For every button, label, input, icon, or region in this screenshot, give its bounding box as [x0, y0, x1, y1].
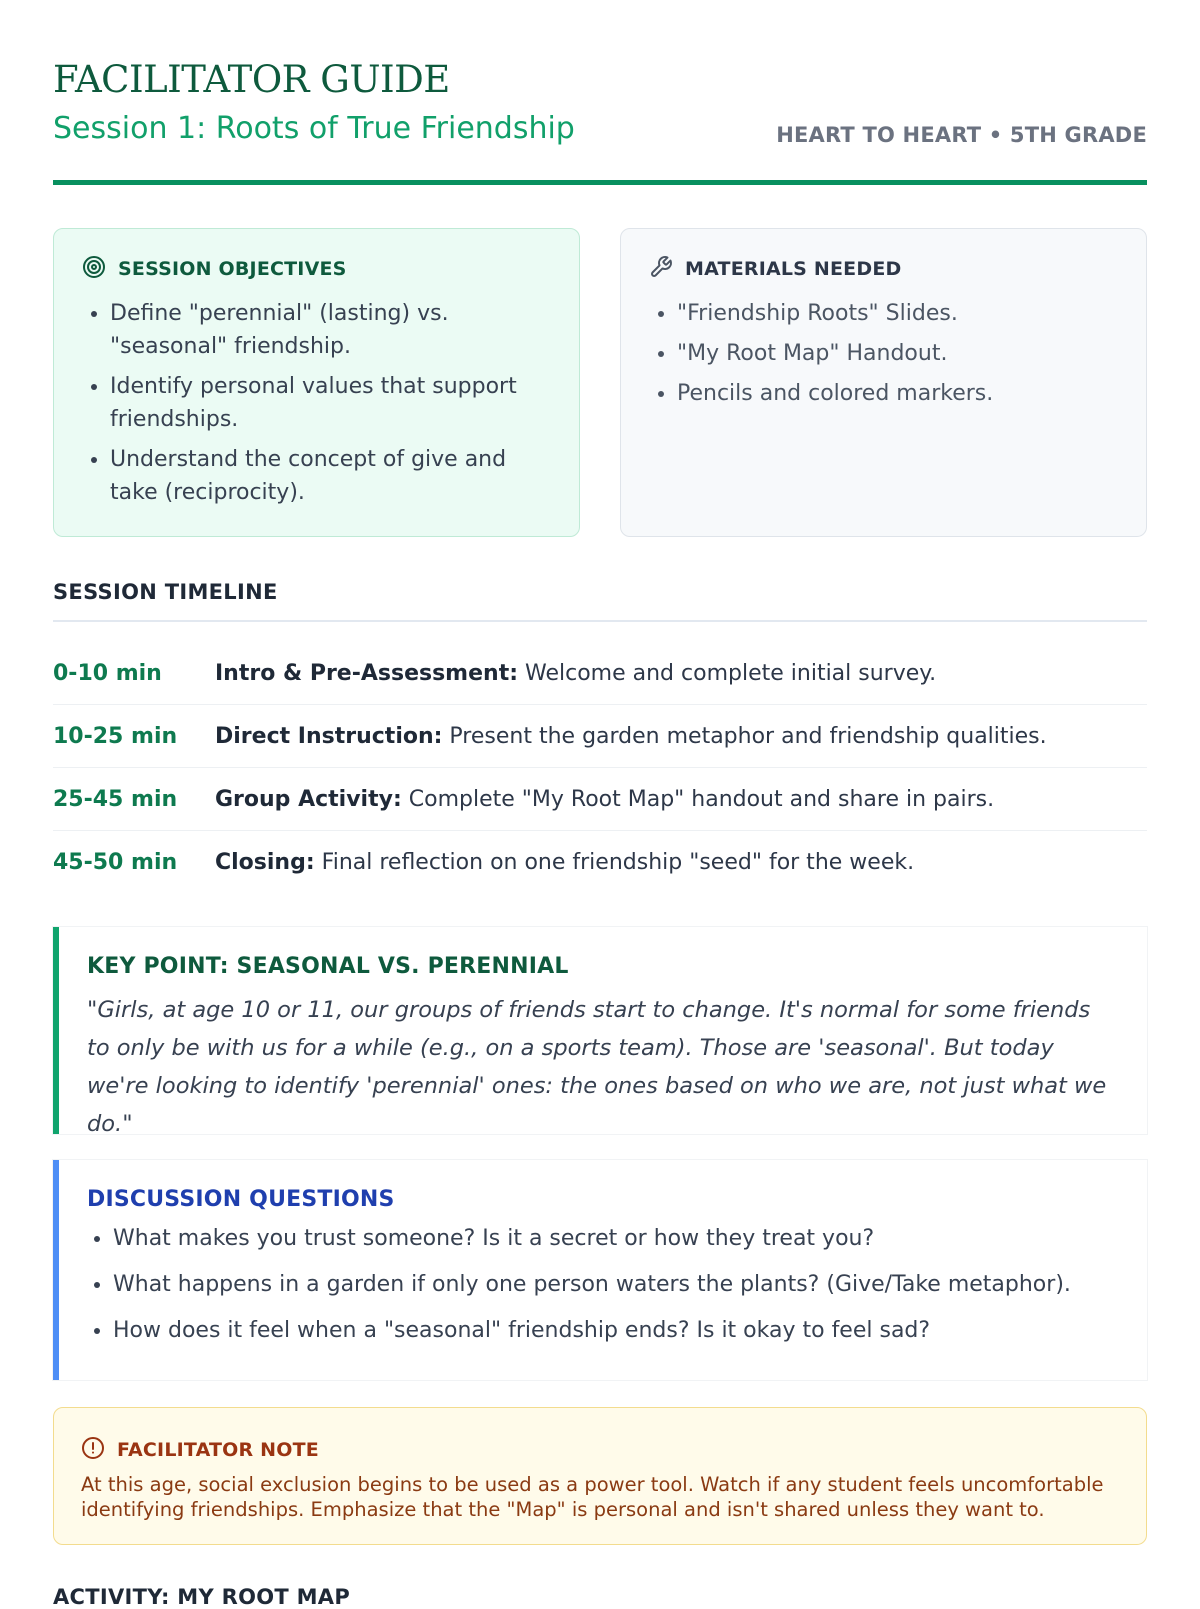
timeline-description: [215, 850, 914, 875]
timeline-description: [215, 724, 1047, 749]
timeline-time: 10-25 min: [53, 723, 178, 749]
page-title: FACILITATOR GUIDE: [53, 58, 450, 101]
timeline-text: Welcome and complete initial survey.: [518, 660, 937, 686]
timeline-label: Group Activity:: [215, 786, 402, 812]
list-item: • Identify personal values that support friendships.: [110, 370, 551, 436]
objectives-header: [82, 257, 551, 281]
materials-header: [649, 257, 1118, 281]
list-item: • "Friendship Roots" Slides.: [677, 297, 1118, 330]
session-timeline: [53, 642, 1147, 893]
timeline-label: Intro & Pre-Assessment:: [215, 660, 519, 686]
facilitator-note: [53, 1407, 1147, 1545]
note-text: At this age, social exclusion begins to be used as a power tool. Watch if any student feels uncomfortable identifying friendships. Emphasize that the "Map" is personal and isn't shared unless they want to.: [81, 1473, 1104, 1521]
wrench-icon: [649, 255, 673, 283]
list-item: • What makes you trust someone? Is it a secret or how they treat you?: [113, 1222, 1119, 1255]
target-icon: [82, 255, 106, 283]
timeline-row: [53, 831, 1147, 893]
timeline-text: Final reflection on one friendship "seed" for the week.: [314, 849, 915, 875]
objectives-card: [53, 228, 580, 537]
discussion-title: DISCUSSION QUESTIONS: [87, 1187, 395, 1212]
discussion-callout: [53, 1160, 1147, 1380]
list-item: • Pencils and colored markers.: [677, 377, 1118, 410]
timeline-row: [53, 768, 1147, 831]
session-subtitle: Session 1: Roots of True Friendship: [53, 111, 575, 146]
key-point-title: KEY POINT: SEASONAL VS. PERENNIAL: [87, 954, 569, 979]
alert-circle-icon: [81, 1436, 105, 1464]
timeline-title: SESSION TIMELINE: [53, 580, 278, 604]
timeline-label: Closing:: [215, 849, 315, 875]
discussion-list: [87, 1222, 1119, 1347]
timeline-description: [215, 661, 936, 686]
timeline-row: [53, 642, 1147, 705]
activity-heading: ACTIVITY: MY ROOT MAP: [53, 1585, 351, 1609]
timeline-label: Direct Instruction:: [215, 723, 443, 749]
info-cards: [53, 228, 1147, 537]
list-item: • Define "perennial" (lasting) vs. "seasonal" friendship.: [110, 297, 551, 363]
key-point-quote: "Girls, at age 10 or 11, our groups of friends start to change. It's normal for some friends to only be with us for a while (e.g., on a sports team). Those are 'seasonal'. But today we're looking to identify 'perennial' ones: the ones based on who we are, not just what we do.": [87, 997, 1107, 1137]
timeline-header: [53, 580, 1147, 622]
materials-title: MATERIALS NEEDED: [685, 258, 902, 280]
materials-list: [649, 297, 1118, 410]
timeline-time: 45-50 min: [53, 849, 178, 875]
objectives-list: [82, 297, 551, 509]
page-header: [53, 0, 1147, 185]
page: [0, 0, 1200, 185]
objectives-title: SESSION OBJECTIVES: [118, 258, 347, 280]
list-item: • What happens in a garden if only one person waters the plants? (Give/Take metaphor).: [113, 1268, 1119, 1301]
materials-card: [620, 228, 1147, 537]
note-header: [81, 1436, 1118, 1464]
key-point-callout: [53, 927, 1147, 1137]
timeline-row: [53, 705, 1147, 768]
timeline-time: 0-10 min: [53, 660, 162, 686]
timeline-time: 25-45 min: [53, 786, 178, 812]
timeline-text: Complete "My Root Map" handout and share in pairs.: [401, 786, 995, 812]
timeline-text: Present the garden metaphor and friendship qualities.: [442, 723, 1047, 749]
program-label: HEART TO HEART • 5TH GRADE: [776, 123, 1147, 147]
note-title: FACILITATOR NOTE: [117, 1439, 319, 1461]
timeline-description: [215, 787, 994, 812]
list-item: • "My Root Map" Handout.: [677, 337, 1118, 370]
list-item: • How does it feel when a "seasonal" friendship ends? Is it okay to feel sad?: [113, 1314, 1119, 1347]
list-item: • Understand the concept of give and take (reciprocity).: [110, 443, 551, 509]
